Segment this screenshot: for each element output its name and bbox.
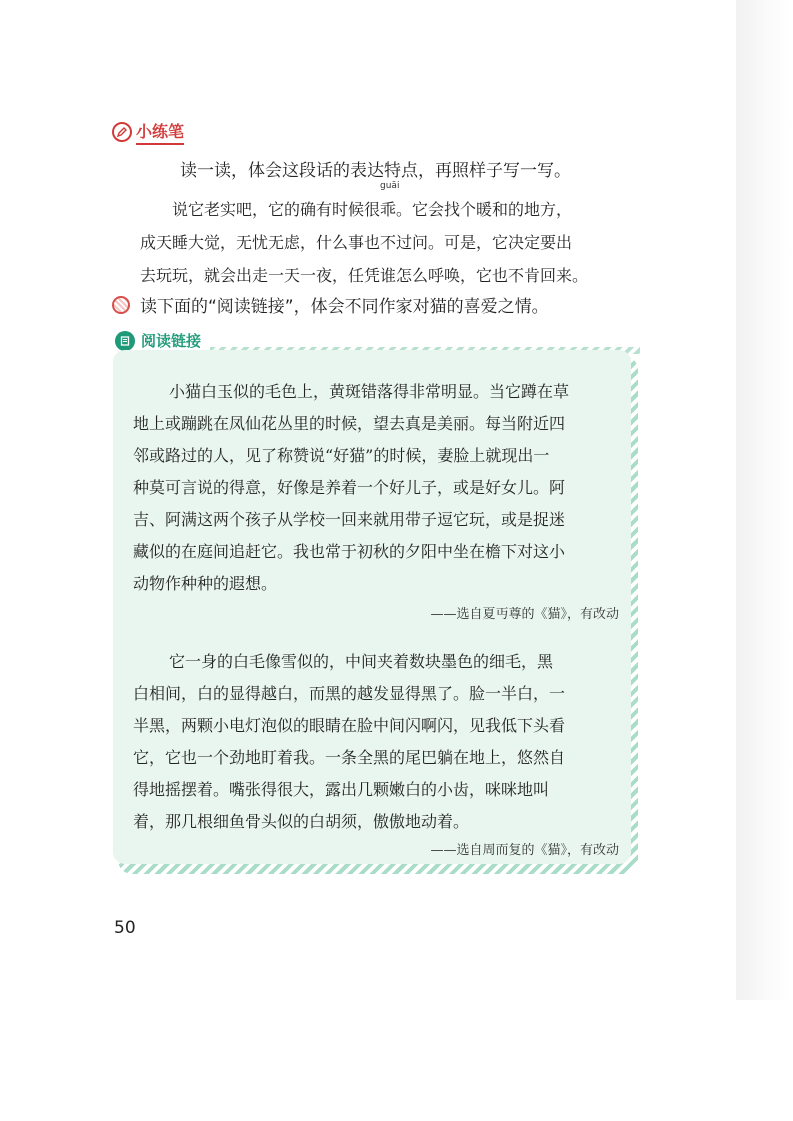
ruby-char: guāi 乖 <box>380 181 400 219</box>
practice-example <box>140 181 640 292</box>
passage-2-source: ——选自周而复的《猫》，有改动 <box>430 843 619 858</box>
reading-link-heading <box>115 330 201 351</box>
seal-icon <box>112 296 130 314</box>
practice-instruction: 读一读，体会这段话的表达特点，再照样子写一写。 <box>180 161 571 181</box>
passage-line: 小猫白玉似的毛色上，黄斑错落得非常明显。当它蹲在草 <box>169 382 570 401</box>
passage-line: 半黑，两颗小电灯泡似的眼睛在脸中间闪啊闪，见我低下头看 <box>133 716 566 735</box>
passage-line: 地上或蹦跳在凤仙花丛里的时候，望去真是美丽。每当附近四 <box>133 414 566 433</box>
practice-heading <box>112 120 184 144</box>
example-line: 去玩玩，就会出走一天一夜，任凭谁怎么呼唤，它也不肯回来。 <box>140 266 589 285</box>
passage-line: 着，那几根细鱼骨头似的白胡须，傲傲地动着。 <box>133 812 470 831</box>
passage-1-source: ——选自夏丏尊的《猫》，有改动 <box>430 607 619 622</box>
passage-line: 它一身的白毛像雪似的，中间夹着数块墨色的细毛，黑 <box>169 652 554 671</box>
reading-link-title: 阅读链接 <box>141 332 202 350</box>
task-text: 读下面的“阅读链接”，体会不同作家对猫的喜爱之情。 <box>140 297 549 317</box>
passage-line: 种莫可言说的得意，好像是养着一个好儿子，或是好女儿。阿 <box>133 478 566 497</box>
passage-line: 吉、阿满这两个孩子从学校一回来就用带子逗它玩，或是捉迷 <box>133 510 566 529</box>
example-text: 说它老实吧，它的确有时候很 <box>172 200 381 219</box>
passage-1 <box>133 376 623 600</box>
passage-line: 动物作种种的遐想。 <box>133 574 278 593</box>
example-line <box>140 181 640 226</box>
passage-line: 得地摇摆着。嘴张得很大，露出几颗嫩白的小齿，咪咪地叫 <box>133 780 550 799</box>
practice-title: 小练笔 <box>136 119 184 145</box>
passage-line: 藏似的在庭间追赶它。我也常于初秋的夕阳中坐在檐下对这小 <box>133 542 566 561</box>
passage-line: 白相间，白的显得越白，而黑的越发显得黑了。脸一半白，一 <box>133 684 566 703</box>
book-icon <box>115 331 135 351</box>
passage-line: 它，它也一个劲地盯着我。一条全黑的尾巴躺在地上，悠然自 <box>133 748 566 767</box>
passage-2 <box>133 646 623 838</box>
page-edge <box>736 0 793 1000</box>
task-row <box>112 292 549 317</box>
pen-icon <box>112 122 132 142</box>
example-line: 成天睡大觉，无忧无虑，什么事也不过问。可是，它决定要出 <box>140 233 573 252</box>
ruby-pinyin: guāi <box>380 181 400 191</box>
page-number: 50 <box>114 918 136 938</box>
passage-line: 邻或路过的人，见了称赞说“好猫”的时候，妻脸上就现出一 <box>133 446 550 465</box>
example-text: 。它会找个暖和的地方， <box>396 200 573 219</box>
